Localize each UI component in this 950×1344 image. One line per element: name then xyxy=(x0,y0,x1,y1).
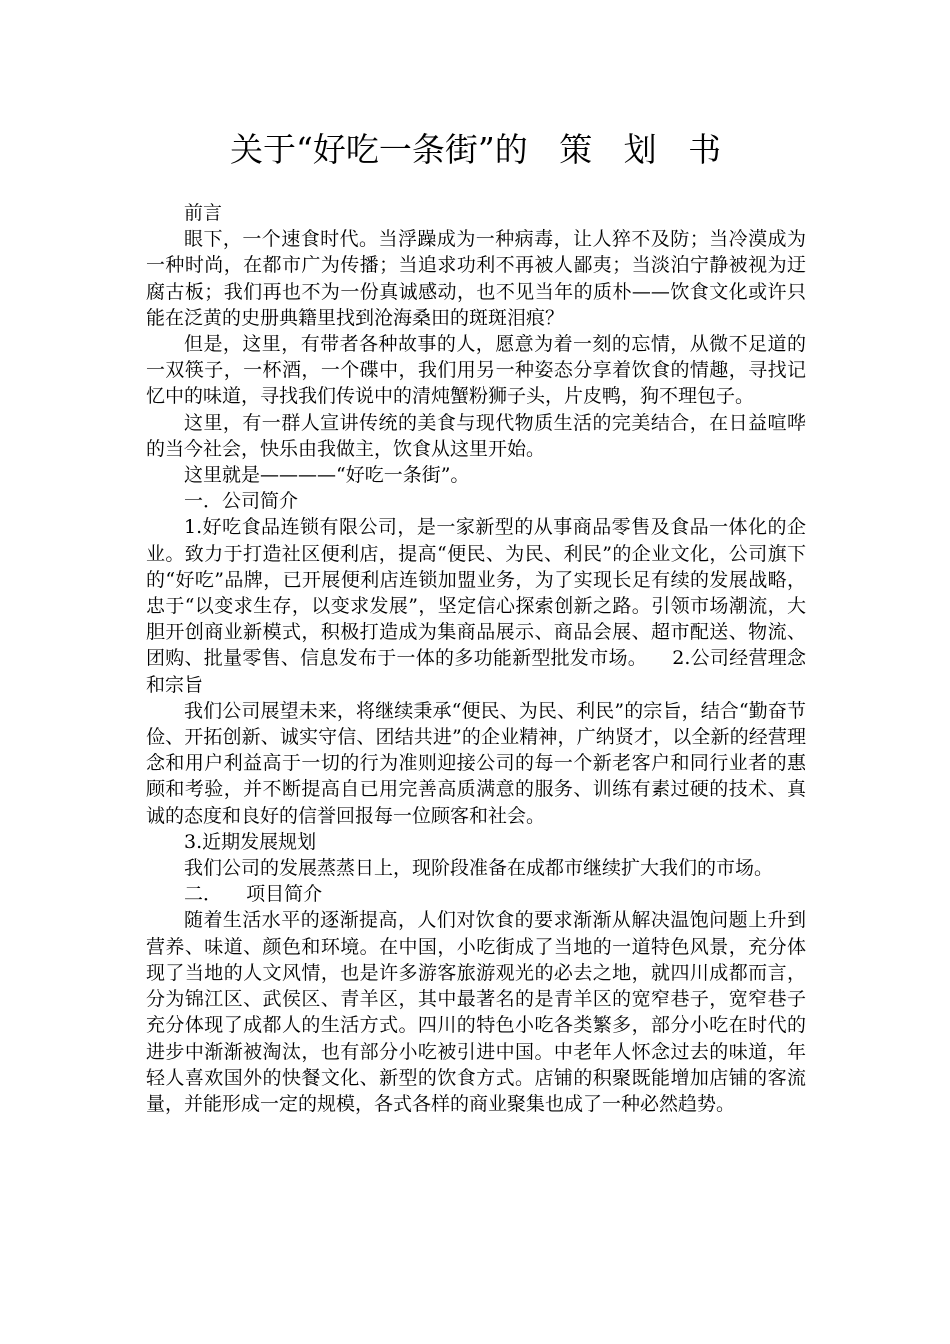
paragraph-preface-heading: 前言 xyxy=(184,202,223,224)
document-body xyxy=(146,200,806,1117)
paragraph: 但是，这里，有带者各种故事的人，愿意为着一刻的忘情，从微不足道的一双筷子，一杯酒，一个碟中，我们用另一种姿态分享着饮食的情趣，寻找记忆中的味道，寻找我们传说中的清炖蟹粉狮子头，片皮鸭，狗不理包子。 xyxy=(146,333,806,408)
paragraph: 眼下，一个速食时代。当浮躁成为一种病毒，让人猝不及防；当冷漠成为一种时尚，在都市广为传播；当追求功利不再被人鄙夷；当淡泊宁静被视为迂腐古板；我们再也不为一份真诚感动，也不见当年的质朴——饮食文化或许只能在泛黄的史册典籍里找到沧海桑田的斑斑泪痕？ xyxy=(146,228,806,329)
subsection-heading-plan: 3.近期发展规划 xyxy=(184,830,317,853)
paragraph: 这里，有一群人宣讲传统的美食与现代物质生活的完美结合，在日益喧哗的当今社会，快乐由我做主，饮食从这里开始。 xyxy=(146,411,806,460)
paragraph: 我们公司展望未来，将继续秉承“便民、为民、利民”的宗旨，结合“勤奋节俭、开拓创新、诚实守信、团结共进”的企业精神，广纳贤才，以全新的经营理念和用户利益高于一切的行为准则迎接公司的每一个新老客户和同行业者的惠顾和考验，并不断提高自已用完善高质满意的服务、训练有素过硬的技术、真诚的态度和良好的信誉回报每一位顾客和社会。 xyxy=(146,699,806,827)
document-title: 关于“好吃一条街”的 策 划 书 xyxy=(230,130,722,169)
section-heading-project: 二． 项目简介 xyxy=(184,883,323,906)
paragraph: 我们公司的发展蒸蒸日上，现阶段准备在成都市继续扩大我们的市场。 xyxy=(184,857,774,880)
paragraph: 1.好吃食品连锁有限公司，是一家新型的从事商品零售及食品一体化的企业。致力于打造社区便利店，提高“便民、为民、利民”的企业文化，公司旗下的“好吃”品牌，已开展便利店连锁加盟业务，为了实现长足有续的发展战略，忠于“以变求生存，以变求发展”，坚定信心探索创新之路。引领市场潮流，大胆开创商业新模式，积极打造成为集商品展示、商品会展、超市配送、物流、团购、批量零售、信息发布于一体的多功能新型批发市场。 2.公司经营理念和宗旨 xyxy=(146,516,806,696)
paragraph: 随着生活水平的逐渐提高，人们对饮食的要求渐渐从解决温饱问题上升到营养、味道、颜色和环境。在中国，小吃街成了当地的一道特色风景，充分体现了当地的人文风情，也是许多游客旅游观光的必去之地，就四川成都而言，分为锦江区、武侯区、青羊区，其中最著名的是青羊区的宽窄巷子，宽窄巷子充分体现了成都人的生活方式。四川的特色小吃各类繁多，部分小吃在时代的进步中渐渐被淘汰，也有部分小吃被引进中国。中老年人怀念过去的味道，年轻人喜欢国外的快餐文化、新型的饮食方式。店铺的积聚既能增加店铺的客流量，并能形成一定的规模，各式各样的商业聚集也成了一种必然趋势。 xyxy=(146,909,806,1115)
section-heading-company: 一．公司简介 xyxy=(184,490,299,513)
paragraph: 这里就是————“好吃一条街”。 xyxy=(184,464,470,487)
